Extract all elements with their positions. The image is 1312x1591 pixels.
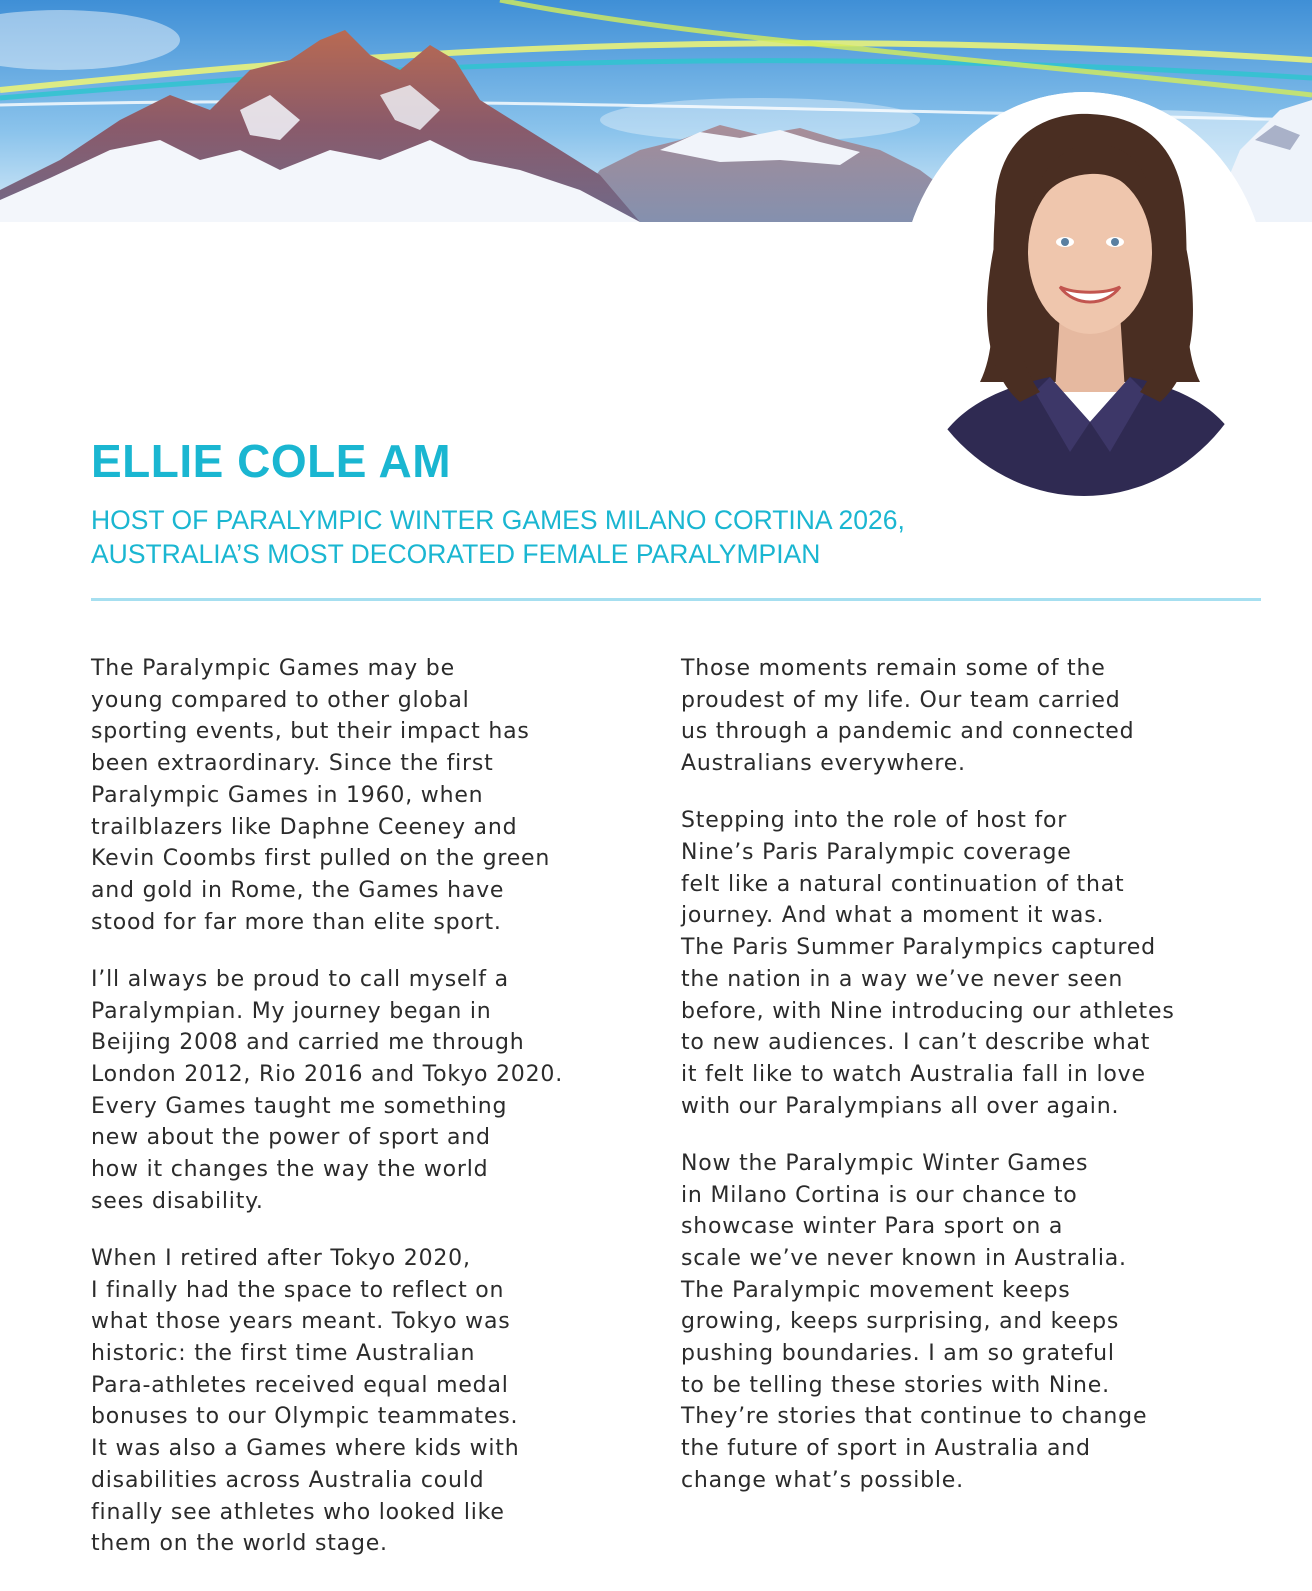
text-line: Those moments remain some of the: [681, 656, 1106, 681]
portrait-photo: [900, 92, 1268, 496]
text-line: scale we’ve never known in Australia.: [681, 1245, 1127, 1271]
text-line: I’ll always be proud to call myself a: [91, 966, 509, 992]
paragraph: [91, 653, 631, 938]
text-line: and gold in Rome, the Games have: [91, 877, 505, 903]
portrait-image: [900, 92, 1268, 496]
paragraph: [681, 1148, 1281, 1497]
text-line: The Paralympic Games may be: [91, 656, 455, 681]
text-line: to be telling these stories with Nine.: [681, 1372, 1110, 1398]
text-line: Now the Paralympic Winter Games: [681, 1150, 1089, 1176]
article-column-right: [681, 653, 1281, 1522]
text-line: sees disability.: [91, 1188, 264, 1214]
text-line: They’re stories that continue to change: [681, 1404, 1148, 1430]
text-line: the future of sport in Australia and: [681, 1436, 1091, 1462]
text-line: journey. And what a moment it was.: [681, 903, 1105, 929]
text-line: The Paris Summer Paralympics captured: [681, 935, 1156, 961]
text-line: The Paralympic movement keeps: [681, 1277, 1071, 1303]
text-line: change what’s possible.: [681, 1467, 964, 1493]
text-line: felt like a natural continuation of that: [681, 871, 1125, 897]
text-line: them on the world stage.: [91, 1531, 388, 1557]
text-line: Paralympic Games in 1960, when: [91, 782, 484, 808]
paragraph: [91, 1243, 631, 1560]
text-line: disabilities across Australia could: [91, 1467, 485, 1493]
text-line: Nine’s Paris Paralympic coverage: [681, 840, 1072, 866]
text-line: what those years meant. Tokyo was: [91, 1309, 511, 1335]
text-line: Every Games taught me something: [91, 1093, 508, 1119]
page-subtitle: [91, 503, 905, 571]
text-line: Beijing 2008 and carried me through: [91, 1030, 525, 1056]
text-line: growing, keeps surprising, and keeps: [681, 1309, 1120, 1335]
text-line: before, with Nine introducing our athletes: [681, 998, 1175, 1024]
text-line: to new audiences. I can’t describe what: [681, 1030, 1151, 1056]
text-line: it felt like to watch Australia fall in love: [681, 1061, 1146, 1087]
text-line: the nation in a way we’ve never seen: [681, 966, 1124, 992]
text-line: sporting events, but their impact has: [91, 719, 530, 745]
text-line: I finally had the space to reflect on: [91, 1277, 505, 1303]
text-line: London 2012, Rio 2016 and Tokyo 2020.: [91, 1061, 563, 1087]
paragraph: [91, 964, 631, 1218]
subtitle-line-1: HOST OF PARALYMPIC WINTER GAMES MILANO CORTINA 2026,: [91, 505, 905, 535]
text-line: bonuses to our Olympic teammates.: [91, 1404, 519, 1430]
text-line: Stepping into the role of host for: [681, 808, 1068, 834]
text-line: with our Paralympians all over again.: [681, 1093, 1120, 1119]
text-line: new about the power of sport and: [91, 1125, 491, 1151]
text-line: Australians everywhere.: [681, 751, 966, 777]
page-title: ELLIE COLE AM: [91, 435, 452, 487]
text-line: proudest of my life. Our team carried: [681, 687, 1121, 713]
text-line: When I retired after Tokyo 2020,: [91, 1245, 471, 1271]
paragraph: [681, 805, 1281, 1122]
text-line: finally see athletes who looked like: [91, 1499, 505, 1525]
section-divider: [91, 598, 1261, 601]
text-line: us through a pandemic and connected: [681, 719, 1135, 745]
text-line: young compared to other global: [91, 687, 470, 713]
article-column-left: [91, 653, 631, 1585]
text-line: Kevin Coombs first pulled on the green: [91, 846, 551, 872]
text-line: It was also a Games where kids with: [91, 1436, 520, 1462]
text-line: how it changes the way the world: [91, 1157, 489, 1183]
text-line: historic: the first time Australian: [91, 1341, 476, 1367]
text-line: pushing boundaries. I am so grateful: [681, 1341, 1115, 1367]
text-line: trailblazers like Daphne Ceeney and: [91, 814, 518, 840]
text-line: showcase winter Para sport on a: [681, 1214, 1064, 1240]
text-line: Para-athletes received equal medal: [91, 1372, 509, 1398]
text-line: stood for far more than elite sport.: [91, 909, 502, 935]
text-line: been extraordinary. Since the first: [91, 751, 494, 777]
text-line: Paralympian. My journey began in: [91, 998, 492, 1024]
text-line: in Milano Cortina is our chance to: [681, 1182, 1078, 1208]
paragraph: [681, 653, 1281, 780]
subtitle-line-2: AUSTRALIA’S MOST DECORATED FEMALE PARALYMPIAN: [91, 539, 821, 569]
